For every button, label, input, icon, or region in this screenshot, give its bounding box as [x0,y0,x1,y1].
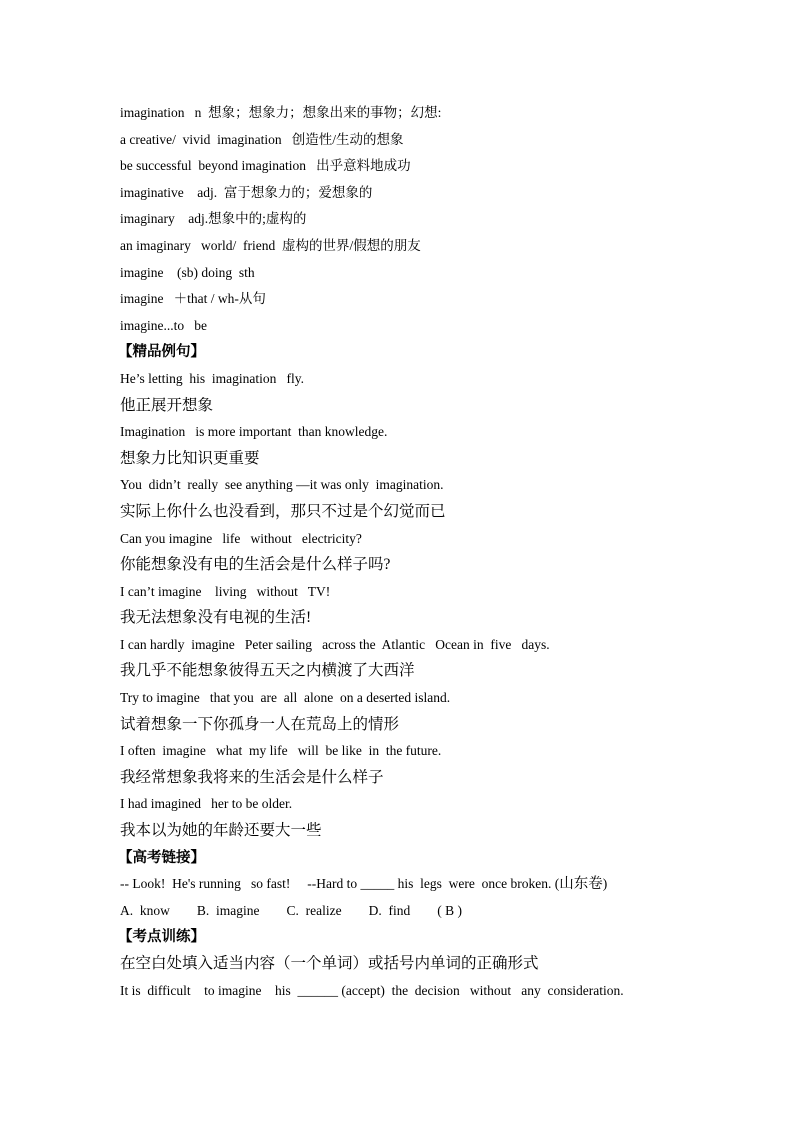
example-english: I often imagine what my life will be like in the future. [120,743,442,759]
gaokao-options: A. know B. imagine C. realize D. find ( B ) [120,902,462,918]
example-english: Try to imagine that you are all alone on a deserted island. [120,690,451,706]
vocab-line: imaginative adj. 富于想象力的；爱想象的 [120,184,373,200]
examples-heading: 【精品例句】 [118,344,205,361]
example-chinese: 我无法想象没有电视的生活! [120,609,312,627]
examples-list [120,366,680,845]
example-chinese: 你能想象没有电的生活会是什么样子吗? [120,556,391,574]
gaokao-question [120,871,680,898]
vocab-line: be successful beyond imagination 出乎意料地成功 [120,158,411,174]
gaokao-heading: 【高考链接】 [118,849,205,866]
document-page [120,100,680,1004]
vocab-line: imagine...to be [120,317,207,333]
kaodian-heading: 【考点训练】 [118,929,205,946]
kaodian-question: It is difficult to imagine his ______ (accept) the decision without any consideration. [120,982,624,998]
example-english: I had imagined her to be older. [120,796,293,812]
gaokao-question-end: ) [602,876,608,892]
vocab-line: imagine (sb) doing sth [120,264,255,280]
example-chinese: 我几乎不能想象彼得五天之内横渡了大西洋 [120,662,415,680]
example-chinese: 我本以为她的年龄还要大一些 [120,822,322,840]
example-english: I can hardly imagine Peter sailing across the Atlantic Ocean in five days. [120,636,550,652]
example-english: He’s letting his imagination fly. [120,370,304,386]
vocab-line: an imaginary world/ friend 虚构的世界/假想的朋友 [120,237,421,253]
example-chinese: 实际上你什么也没看到，那只不过是个幻觉而已 [120,502,446,520]
example-chinese: 我经常想象我将来的生活会是什么样子 [120,768,384,786]
example-chinese: 试着想象一下你孤身一人在荒岛上的情形 [120,715,400,733]
example-english: I can’t imagine living without TV! [120,583,331,599]
gaokao-question-text: -- Look! He's running so fast! --Hard to _____ his legs were once broken. ( [120,876,560,892]
kaodian-instruction: 在空白处填入适当内容（一个单词）或括号内单词的正确形式 [120,955,539,972]
example-chinese: 想象力比知识更重要 [120,449,260,467]
vocab-line: imagine ＋that / wh-从句 [120,291,266,307]
vocab-line: imagination n 想象；想象力；想象出来的事物；幻想: [120,105,442,120]
vocab-line: imaginary adj.想象中的;虚构的 [120,211,307,227]
vocab-line: a creative/ vivid imagination 创造性/生动的想象 [120,131,404,147]
vocabulary-list [120,100,680,339]
gaokao-source: 山东卷 [559,876,603,893]
example-english: Imagination is more important than knowledge. [120,424,388,440]
example-english: You didn’t really see anything —it was only imagination. [120,477,444,493]
example-english: Can you imagine life without electricity? [120,530,362,546]
example-chinese: 他正展开想象 [120,396,214,414]
